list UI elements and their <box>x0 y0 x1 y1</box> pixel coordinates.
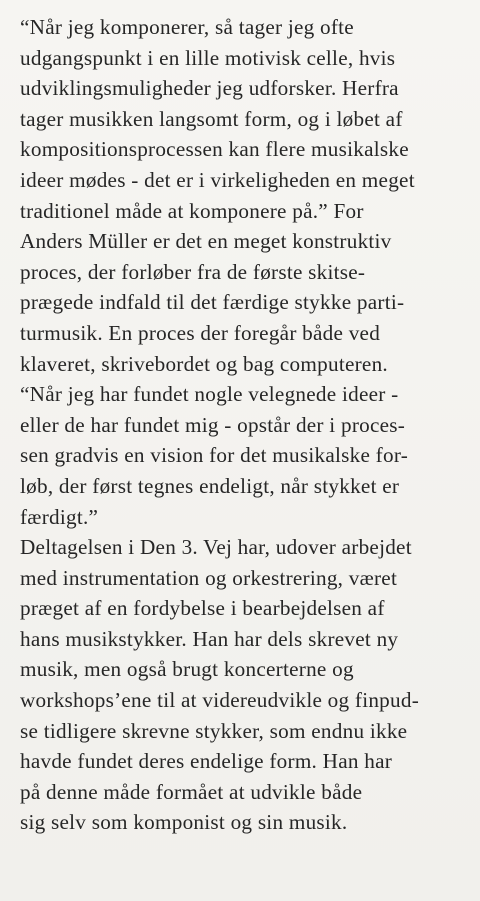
text-line: færdigt.” <box>20 504 99 529</box>
text-line: se tidligere skrevne stykker, som endnu ikke <box>20 718 408 743</box>
text-line: kompositionsprocessen kan flere musikalske <box>20 137 409 162</box>
text-line: Anders Müller er det en meget konstruktiv <box>20 229 392 254</box>
text-line: Deltagelsen i Den 3. Vej har, udover arbejdet <box>20 535 412 560</box>
text-line: sig selv som komponist og sin musik. <box>20 810 348 835</box>
text-line: “Når jeg har fundet nogle velegnede ideer - <box>20 382 399 407</box>
text-line: med instrumentation og orkestrering, været <box>20 565 398 590</box>
text-line: klaveret, skrivebordet og bag computeren. <box>20 351 388 376</box>
text-line: præget af en fordybelse i bearbejdelsen af <box>20 596 385 621</box>
text-line: på denne måde formået at udvikle både <box>20 779 363 804</box>
text-line: løb, der først tegnes endeligt, når stykket er <box>20 473 400 498</box>
text-line: ideer mødes - det er i virkeligheden en meget <box>20 167 415 192</box>
text-line: sen gradvis en vision for det musikalske for- <box>20 443 409 468</box>
text-line: udgangspunkt i en lille motivisk celle, hvis <box>20 45 396 70</box>
text-line: workshops’ene til at videreudvikle og finpud- <box>20 688 420 713</box>
text-line: prægede indfald til det færdige stykke parti- <box>20 290 405 315</box>
text-line: tager musikken langsomt form, og i løbet af <box>20 106 403 131</box>
text-line: turmusik. En proces der foregår både ved <box>20 320 381 345</box>
text-line: hans musikstykker. Han har dels skrevet ny <box>20 626 399 651</box>
text-line: proces, der forløber fra de første skitse- <box>20 259 366 284</box>
text-line: traditionel måde at komponere på.” For <box>20 198 364 223</box>
text-line: musik, men også brugt koncerterne og <box>20 657 354 682</box>
text-line: havde fundet deres endelige form. Han har <box>20 749 393 774</box>
body-text <box>20 12 466 838</box>
text-line: udviklingsmuligheder jeg udforsker. Herfra <box>20 76 399 101</box>
text-line: “Når jeg komponerer, så tager jeg ofte <box>20 15 354 39</box>
text-line: eller de har fundet mig - opstår der i proces- <box>20 412 406 437</box>
